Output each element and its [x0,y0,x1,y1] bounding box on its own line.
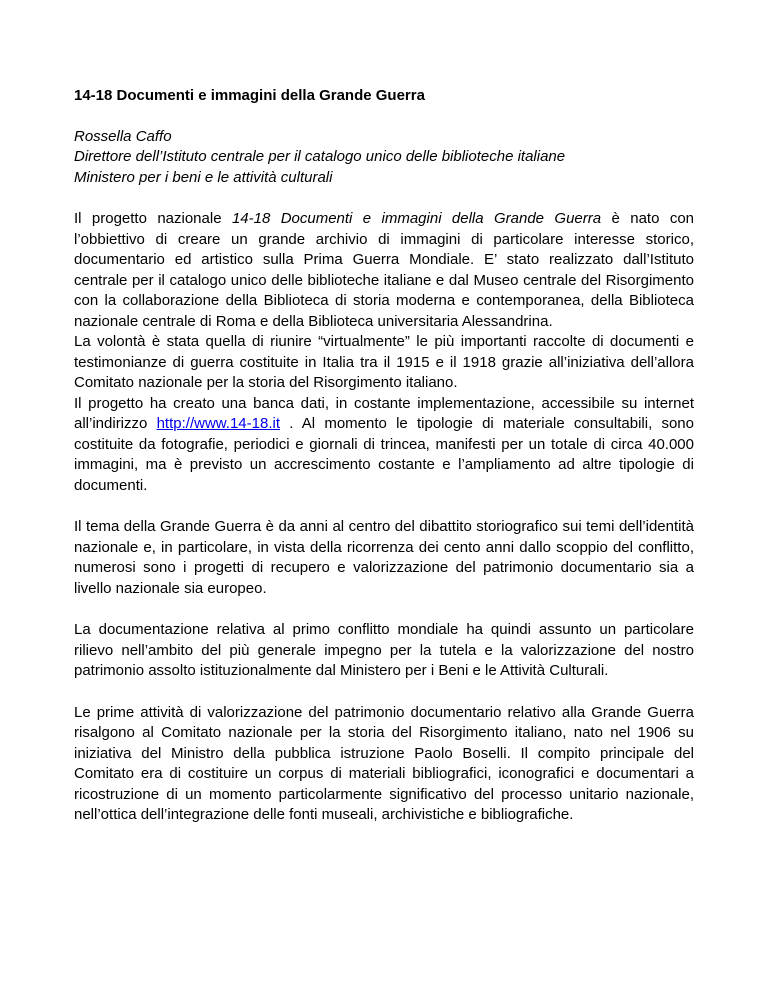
paragraph-intro-rest: è nato con l’obbiettivo di creare un grande archivio di immagini di particolare interesse storico, documentario ed artistico sulla Prima Guerra Mondiale. E’ stato realizzato dall’Istituto centrale per il catalogo unico delle biblioteche italiane e dal Museo centrale del Risorgimento con la collaborazione della Biblioteca di storia moderna e contemporanea, della Biblioteca nazionale centrale di Roma e della Biblioteca universitaria Alessandrina. [74,210,694,330]
database-text-after-link: . Al momento le tipologie di materiale consultabili, sono costituite da fotografie, periodici e giornali di trincea, manifesti per un totale di circa 40.000 immagini, ma è previsto un accrescimento costante e l’ampliamento ad altre tipologie di documenti. [74,415,694,494]
paragraph-database [74,394,694,497]
database-text-before-link: Il progetto ha creato una banca dati, in costante implementazione, accessibile su internet all’indirizzo [74,394,694,432]
paragraph-documentation: La documentazione relativa al primo conflitto mondiale ha quindi assunto un particolare rilievo nell’ambito del più generale impegno per la tutela e la valorizzazione del nostro patrimonio assolto istituzionalmente dal Ministero per i Beni e le Attività Culturali. [74,621,694,679]
document-title: 14-18 Documenti e immagini della Grande Guerra [74,87,425,104]
paragraph-great-war-theme: Il tema della Grande Guerra è da anni al centro del dibattito storiografico sui temi dell’identità nazionale e, in particolare, in vista della ricorrenza dei cento anni dallo scoppio del conflitto, numerosi sono i progetti di recupero e valorizzazione del patrimonio documentario sia a livello nazionale sia europeo. [74,518,694,597]
author-name: Rossella Caffo [74,127,172,145]
author-block [74,127,694,189]
paragraph-virtual-collection: La volontà è stata quella di riunire “virtualmente” le più importanti raccolte di documenti e testimonianze di guerra costituite in Italia tra il 1915 e il 1918 grazie all’iniziativa dell’allora Comitato nazionale per la storia del Risorgimento italiano. [74,333,694,391]
paragraph-project-intro [74,209,694,332]
paragraph-intro-text: Il progetto nazionale [74,210,232,227]
document-page [74,86,694,826]
project-name: 14-18 Documenti e immagini della Grande Guerra [231,210,602,227]
author-ministry: Ministero per i beni e le attività culturali [74,168,333,186]
author-role: Direttore dell’Istituto centrale per il catalogo unico delle biblioteche italiane [74,148,566,165]
website-link[interactable]: http://www.14-18.it [156,415,280,432]
paragraph-first-activities: Le prime attività di valorizzazione del patrimonio documentario relativo alla Grande Guerra risalgono al Comitato nazionale per la storia del Risorgimento italiano, nato nel 1906 su iniziativa del Ministro della pubblica istruzione Paolo Boselli. Il compito principale del Comitato era di costituire un corpus di materiali bibliografici, iconografici e documentari a ricostruzione di un momento particolarmente significativo del processo unitario nazionale, nell’ottica dell’integrazione delle fonti museali, archivistiche e bibliografiche. [74,703,694,823]
